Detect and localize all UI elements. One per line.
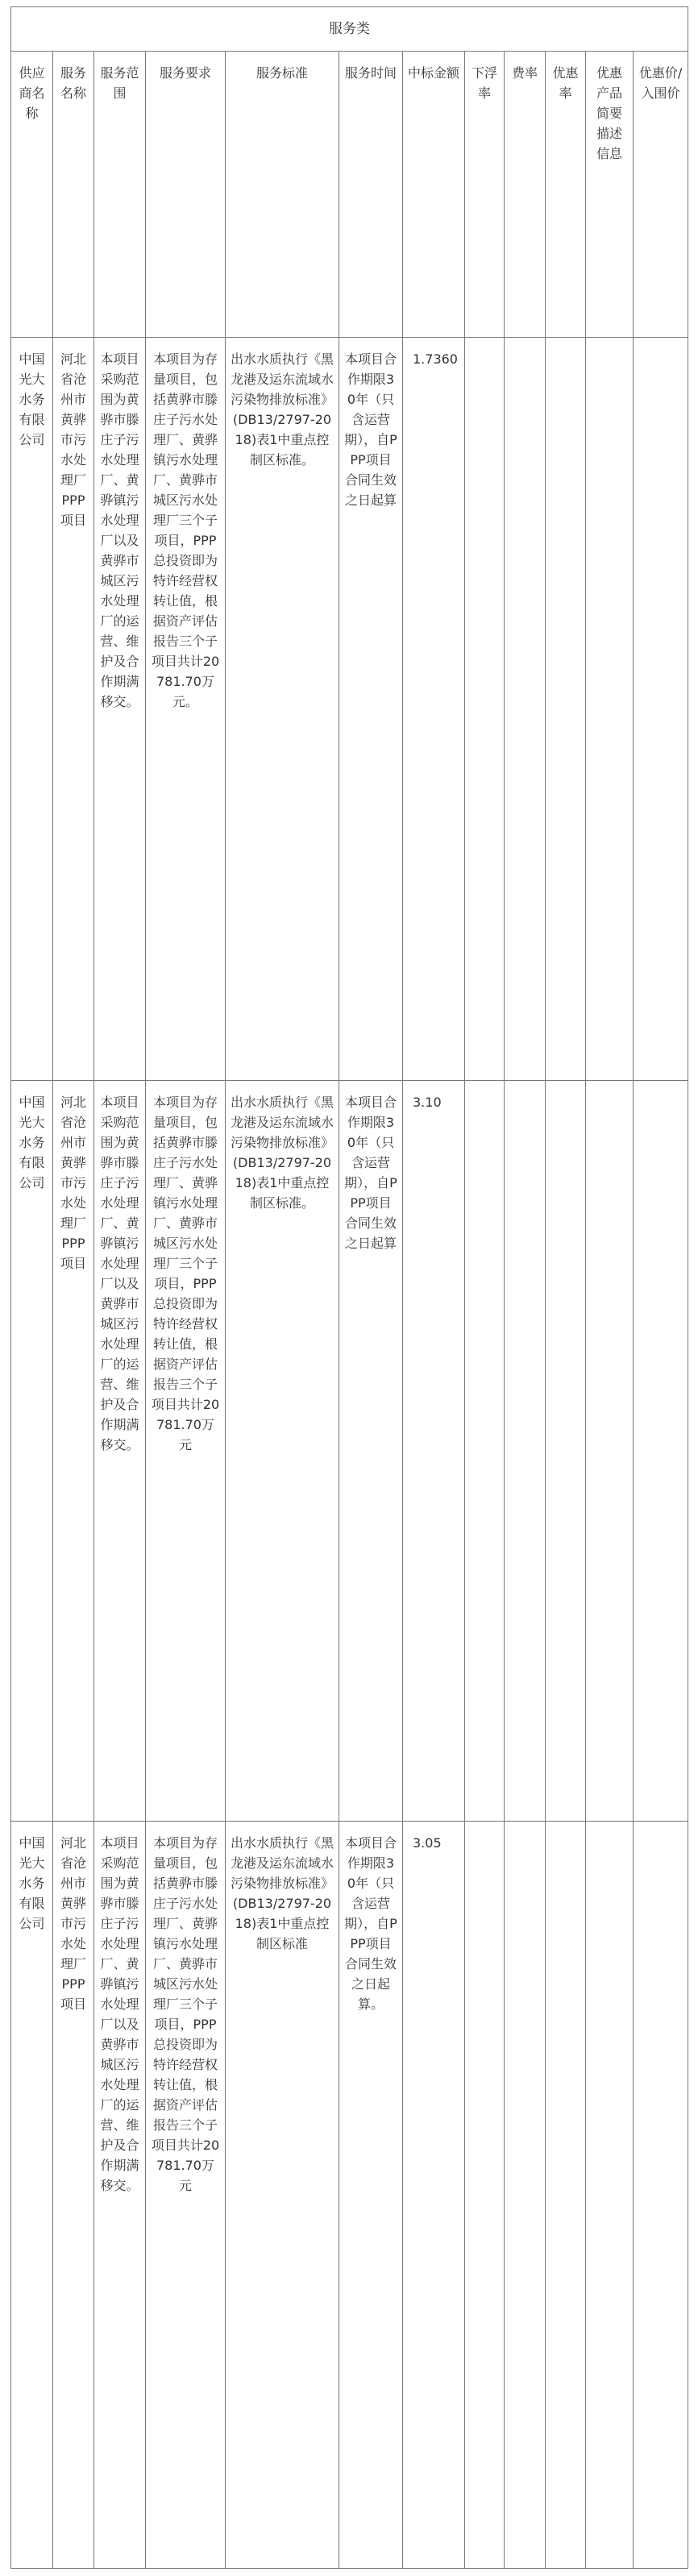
column-header: 优惠价/入围价 xyxy=(634,52,688,338)
cell-discount xyxy=(465,1822,505,2569)
cell-standard: 出水水质执行《黑龙港及运东流域水污染物排放标准》(DB13/2797-2018)表1中重点控制区标准。 xyxy=(226,338,339,1081)
cell-supplier: 中国光大水务有限公司 xyxy=(11,1081,53,1822)
cell-price xyxy=(634,1081,688,1822)
column-header: 服务标准 xyxy=(226,52,339,338)
cell-supplier: 中国光大水务有限公司 xyxy=(11,1822,53,2569)
cell-fee xyxy=(505,1081,546,1822)
cell-preferential-rate xyxy=(546,338,586,1081)
cell-requirement: 本项目为存量项目，包括黄骅市滕庄子污水处理厂、黄骅镇污水处理厂、黄骅市城区污水处理厂三个子项目，PPP总投资即为特许经营权转让值，根据资产评估报告三个子项目共计20781.70万元 xyxy=(146,1822,226,2569)
cell-discount xyxy=(465,338,505,1081)
cell-preferential-rate xyxy=(546,1081,586,1822)
cell-preferential-rate xyxy=(546,1822,586,2569)
cell-fee xyxy=(505,338,546,1081)
table-row xyxy=(11,1081,688,1822)
cell-price xyxy=(634,338,688,1081)
cell-standard: 出水水质执行《黑龙港及运东流域水污染物排放标准》(DB13/2797-2018)表1中重点控制区标准 xyxy=(226,1822,339,2569)
table-header-row xyxy=(11,52,688,338)
table-row xyxy=(11,338,688,1081)
cell-service-name: 河北省沧州市黄骅市污水处理厂PPP项目 xyxy=(53,1822,94,2569)
column-header: 供应商名称 xyxy=(11,52,53,338)
cell-price xyxy=(634,1822,688,2569)
cell-discount xyxy=(465,1081,505,1822)
cell-requirement: 本项目为存量项目，包括黄骅市滕庄子污水处理厂、黄骅镇污水处理厂、黄骅市城区污水处理厂三个子项目，PPP总投资即为特许经营权转让值，根据资产评估报告三个子项目共计20781.70万元 xyxy=(146,1081,226,1822)
cell-standard: 出水水质执行《黑龙港及运东流域水污染物排放标准》(DB13/2797-2018)表1中重点控制区标准。 xyxy=(226,1081,339,1822)
column-header: 下浮率 xyxy=(465,52,505,338)
table-row xyxy=(11,1822,688,2569)
cell-amount: 3.10 xyxy=(403,1081,465,1822)
column-header: 服务名称 xyxy=(53,52,94,338)
service-table-container xyxy=(10,6,688,2569)
cell-time: 本项目合作期限30年（只含运营期），自PPP项目合同生效之日起算 xyxy=(339,1081,403,1822)
table-title: 服务类 xyxy=(11,7,688,52)
cell-requirement: 本项目为存量项目，包括黄骅市滕庄子污水处理厂、黄骅镇污水处理厂、黄骅市城区污水处理厂三个子项目，PPP总投资即为特许经营权转让值，根据资产评估报告三个子项目共计20781.70万元。 xyxy=(146,338,226,1081)
cell-service-name: 河北省沧州市黄骅市污水处理厂PPP项目 xyxy=(53,1081,94,1822)
service-table xyxy=(10,6,688,2569)
cell-preferential-desc xyxy=(586,1822,634,2569)
cell-amount: 3.05 xyxy=(403,1822,465,2569)
cell-preferential-desc xyxy=(586,1081,634,1822)
cell-supplier: 中国光大水务有限公司 xyxy=(11,338,53,1081)
cell-scope: 本项目采购范围为黄骅市滕庄子污水处理厂、黄骅镇污水处理厂以及黄骅市城区污水处理厂的运营、维护及合作期满移交。 xyxy=(94,1081,146,1822)
cell-time: 本项目合作期限30年（只含运营期），自PPP项目合同生效之日起算。 xyxy=(339,1822,403,2569)
column-header: 服务范围 xyxy=(94,52,146,338)
cell-service-name: 河北省沧州市黄骅市污水处理厂PPP项目 xyxy=(53,338,94,1081)
cell-fee xyxy=(505,1822,546,2569)
column-header: 中标金额 xyxy=(403,52,465,338)
cell-preferential-desc xyxy=(586,338,634,1081)
column-header: 优惠产品简要描述信息 xyxy=(586,52,634,338)
column-header: 优惠率 xyxy=(546,52,586,338)
column-header: 服务时间 xyxy=(339,52,403,338)
column-header: 费率 xyxy=(505,52,546,338)
cell-amount: 1.7360 xyxy=(403,338,465,1081)
cell-scope: 本项目采购范围为黄骅市滕庄子污水处理厂、黄骅镇污水处理厂以及黄骅市城区污水处理厂的运营、维护及合作期满移交。 xyxy=(94,1822,146,2569)
cell-time: 本项目合作期限30年（只含运营期），自PPP项目合同生效之日起算 xyxy=(339,338,403,1081)
column-header: 服务要求 xyxy=(146,52,226,338)
cell-scope: 本项目采购范围为黄骅市滕庄子污水处理厂、黄骅镇污水处理厂以及黄骅市城区污水处理厂的运营、维护及合作期满移交。 xyxy=(94,338,146,1081)
